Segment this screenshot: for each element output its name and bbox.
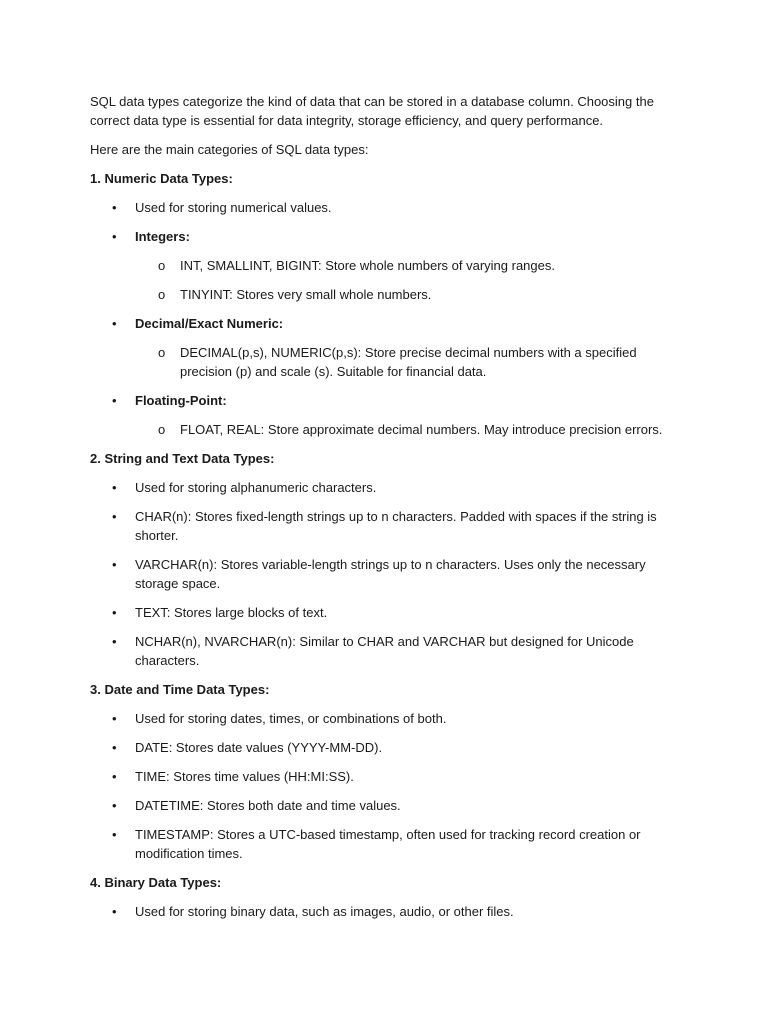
list-item-text: VARCHAR(n): Stores variable-length strings up to n characters. Uses only the necessary storage space. [135,557,646,591]
bullet-icon: • [112,827,117,842]
list-item [90,603,690,622]
bullet-list [90,478,690,670]
list-item [90,314,690,381]
list-item [90,767,690,786]
bullet-icon: • [112,711,117,726]
bullet-icon: • [112,557,117,572]
bullet-icon: • [112,393,117,408]
list-item [90,391,690,439]
list-item-text: TIME: Stores time values (HH:MI:SS). [135,769,354,784]
bullet-icon: • [112,605,117,620]
list-item [90,902,690,921]
list-item-text: CHAR(n): Stores fixed-length strings up to n characters. Padded with spaces if the string is shorter. [135,509,657,543]
bullet-icon: • [112,740,117,755]
sub-list-item-text: INT, SMALLINT, BIGINT: Store whole numbers of varying ranges. [180,258,555,273]
list-item [90,507,690,545]
sub-list-item-text: TINYINT: Stores very small whole numbers. [180,287,432,302]
bullet-icon: • [112,480,117,495]
sub-list-item [135,285,690,304]
section-heading: 2. String and Text Data Types: [90,451,275,466]
list-item-text: NCHAR(n), NVARCHAR(n): Similar to CHAR and VARCHAR but designed for Unicode characters. [135,634,634,668]
bullet-icon: • [112,769,117,784]
list-item-text: Used for storing alphanumeric characters. [135,480,377,495]
bullet-list [90,198,690,439]
list-item-text: DATE: Stores date values (YYYY-MM-DD). [135,740,383,755]
list-item-text: Floating-Point: [135,393,227,408]
list-item-text: Decimal/Exact Numeric: [135,316,284,331]
list-item-text: Used for storing dates, times, or combinations of both. [135,711,447,726]
bullet-icon: • [112,798,117,813]
sub-list-item [135,343,690,381]
bullet-icon: • [112,200,117,215]
sub-list-item-text: FLOAT, REAL: Store approximate decimal numbers. May introduce precision errors. [180,422,663,437]
sub-bullet-icon: o [158,422,166,437]
list-item-text: TIMESTAMP: Stores a UTC-based timestamp, often used for tracking record creation or modification times. [135,827,641,861]
document-body [90,92,690,931]
sub-list [135,420,690,439]
bullet-list [90,902,690,921]
intro-paragraph: SQL data types categorize the kind of data that can be stored in a database column. Choosing the correct data type is essential for data integrity, storage efficiency, and query performance. [90,94,654,128]
bullet-icon: • [112,634,117,649]
sub-list-item [135,420,690,439]
list-item [90,709,690,728]
bullet-icon: • [112,229,117,244]
list-item [90,738,690,757]
list-item [90,632,690,670]
list-item-text: Integers: [135,229,190,244]
list-item [90,825,690,863]
sub-list [135,343,690,381]
section-heading: 1. Numeric Data Types: [90,171,233,186]
list-item [90,227,690,304]
sub-list-item-text: DECIMAL(p,s), NUMERIC(p,s): Store precise decimal numbers with a specified precision (p) and scale (s). Suitable for financial data. [180,345,637,379]
list-item [90,198,690,217]
bullet-icon: • [112,509,117,524]
list-item-text: DATETIME: Stores both date and time values. [135,798,401,813]
bullet-list [90,709,690,863]
sub-bullet-icon: o [158,287,166,302]
list-item [90,478,690,497]
sub-list [135,256,690,304]
bullet-icon: • [112,316,117,331]
list-item-text: Used for storing numerical values. [135,200,332,215]
list-item [90,555,690,593]
section-heading: 3. Date and Time Data Types: [90,682,270,697]
sections-container [90,169,690,921]
sub-bullet-icon: o [158,345,166,360]
list-item-text: Used for storing binary data, such as images, audio, or other files. [135,904,514,919]
sub-list-item [135,256,690,275]
list-item-text: TEXT: Stores large blocks of text. [135,605,328,620]
section-heading: 4. Binary Data Types: [90,875,222,890]
lead-paragraph: Here are the main categories of SQL data types: [90,142,369,157]
list-item [90,796,690,815]
bullet-icon: • [112,904,117,919]
sub-bullet-icon: o [158,258,166,273]
